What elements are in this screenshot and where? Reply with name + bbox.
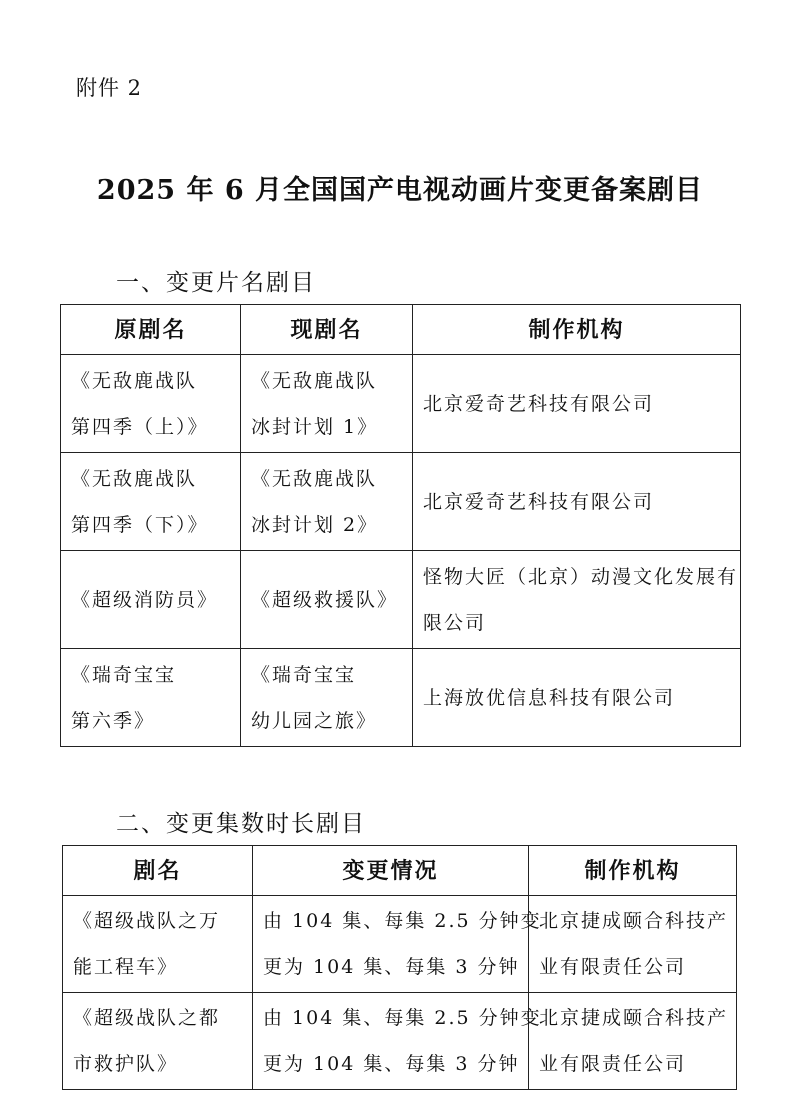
cell-text: 《瑞奇宝宝 <box>71 663 177 686</box>
table-header-row <box>61 305 741 355</box>
rename-table <box>60 304 741 747</box>
cell-text: 业有限责任公司 <box>539 1053 687 1075</box>
cell-text: 由 104 集、每集 2.5 分钟变 <box>263 910 542 932</box>
episode-change-table <box>62 845 737 1090</box>
current-name-cell <box>241 551 413 649</box>
cell-text: 冰封计划 1》 <box>251 415 379 438</box>
title-cell <box>63 896 253 993</box>
change-cell <box>253 896 542 993</box>
cell-text: 由 104 集、每集 2.5 分钟变 <box>263 1007 542 1029</box>
attachment-label: 附件 2 <box>76 76 143 100</box>
producer-cell <box>413 649 741 747</box>
cell-text: 北京爱奇艺科技有限公司 <box>423 392 655 415</box>
producer-cell <box>413 453 741 551</box>
cell-text: 业有限责任公司 <box>539 956 687 978</box>
cell-text: 北京捷成颐合科技产 <box>539 910 729 932</box>
cell-text: 市救护队》 <box>73 1053 179 1075</box>
header-change: 变更情况 <box>253 846 529 896</box>
current-name-cell <box>241 649 413 747</box>
original-name-cell <box>61 355 241 453</box>
cell-text: 更为 104 集、每集 3 分钟 <box>263 956 520 978</box>
change-cell <box>253 993 542 1090</box>
cell-text: 第四季（上）》 <box>71 415 209 438</box>
cell-text: 《无敌鹿战队 <box>251 467 378 490</box>
cell-text: 《超级战队之万 <box>73 910 221 932</box>
cell-text: 幼儿园之旅》 <box>251 709 378 732</box>
table-header-row <box>63 846 737 896</box>
cell-text: 冰封计划 2》 <box>251 513 379 536</box>
cell-text: 上海放优信息科技有限公司 <box>423 686 676 709</box>
table-row <box>61 649 741 747</box>
cell-text: 第四季（下）》 <box>71 513 209 536</box>
header-original-name: 原剧名 <box>61 305 241 355</box>
cell-text: 怪物大匠（北京）动漫文化发展有 <box>423 565 739 588</box>
cell-text: 《无敌鹿战队 <box>71 369 198 392</box>
producer-cell <box>413 551 741 649</box>
cell-text: 《无敌鹿战队 <box>251 369 378 392</box>
table-row <box>61 551 741 649</box>
table-row <box>61 355 741 453</box>
cell-text: 更为 104 集、每集 3 分钟 <box>263 1053 520 1075</box>
cell-text: 《超级消防员》 <box>71 588 219 611</box>
title-cell <box>63 993 253 1090</box>
cell-text: 能工程车》 <box>73 956 179 978</box>
cell-text: 第六季》 <box>71 709 156 732</box>
current-name-cell <box>241 453 413 551</box>
cell-text: 《超级救援队》 <box>251 588 399 611</box>
table-row <box>61 453 741 551</box>
producer-cell <box>529 993 737 1090</box>
table-row <box>63 993 737 1090</box>
section1-heading: 一、变更片名剧目 <box>116 270 316 296</box>
cell-text: 北京捷成颐合科技产 <box>539 1007 729 1029</box>
table-row <box>63 896 737 993</box>
producer-cell <box>529 896 737 993</box>
header-producer: 制作机构 <box>529 846 737 896</box>
header-title: 剧名 <box>63 846 253 896</box>
current-name-cell <box>241 355 413 453</box>
original-name-cell <box>61 453 241 551</box>
header-producer: 制作机构 <box>413 305 741 355</box>
cell-text: 限公司 <box>423 611 487 634</box>
cell-text: 北京爱奇艺科技有限公司 <box>423 490 655 513</box>
original-name-cell <box>61 649 241 747</box>
cell-text: 《瑞奇宝宝 <box>251 663 357 686</box>
document-title: 2025 年 6 月全国国产电视动画片变更备案剧目 <box>96 175 704 206</box>
cell-text: 《无敌鹿战队 <box>71 467 198 490</box>
header-current-name: 现剧名 <box>241 305 413 355</box>
original-name-cell <box>61 551 241 649</box>
cell-text: 《超级战队之都 <box>73 1007 221 1029</box>
producer-cell <box>413 355 741 453</box>
section2-heading: 二、变更集数时长剧目 <box>116 811 366 837</box>
